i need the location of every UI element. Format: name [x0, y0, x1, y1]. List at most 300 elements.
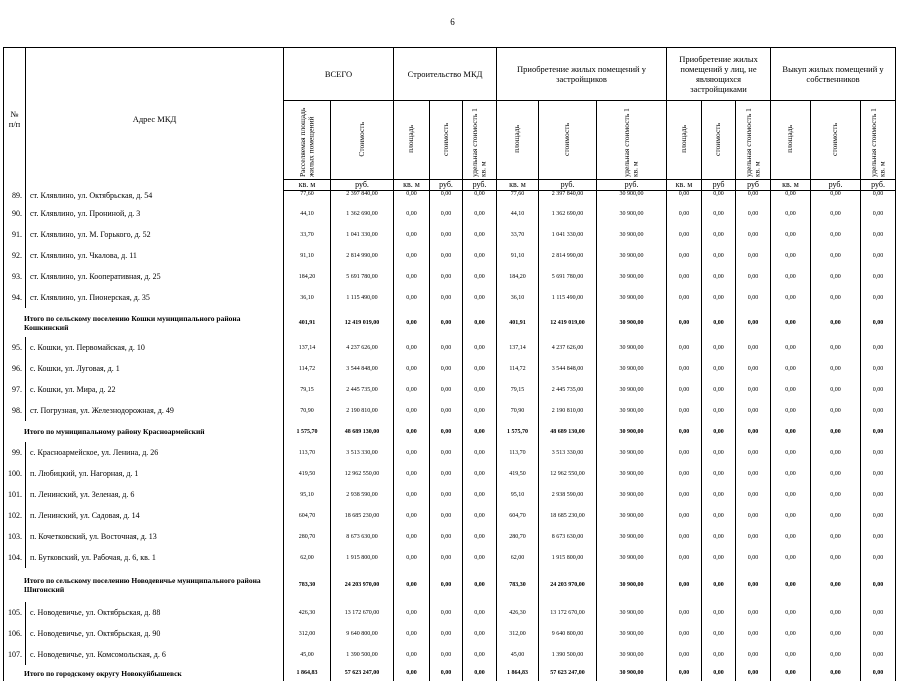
value-cell: 30 900,00: [597, 379, 667, 400]
value-cell: 0,00: [667, 484, 702, 505]
value-cell: 0,00: [463, 505, 497, 526]
value-cell: 0,00: [736, 358, 771, 379]
value-cell: 0,00: [430, 358, 463, 379]
row-number: 104.: [4, 547, 26, 568]
unit-sqm: кв. м: [771, 180, 811, 191]
row-number: 101.: [4, 484, 26, 505]
row-number: 106.: [4, 623, 26, 644]
value-cell: 0,00: [861, 463, 896, 484]
value-cell: 0,00: [771, 602, 811, 623]
header-construction-area: площадь: [394, 101, 430, 180]
header-group-developers: Приобретение жилых помещений у застройщиков: [497, 48, 667, 101]
row-number: 100.: [4, 463, 26, 484]
unit-sqm: кв. м: [667, 180, 702, 191]
value-cell: 0,00: [430, 337, 463, 358]
value-cell: 30 900,00: [597, 203, 667, 224]
value-cell: 0,00: [430, 191, 463, 204]
row-number: 89.: [4, 191, 26, 204]
value-cell: 0,00: [811, 463, 861, 484]
value-cell: 0,00: [861, 442, 896, 463]
value-cell: 0,00: [771, 379, 811, 400]
value-cell: 604,70: [497, 505, 539, 526]
value-cell: 0,00: [667, 644, 702, 665]
value-cell: 30 900,00: [597, 442, 667, 463]
value-cell: 0,00: [463, 526, 497, 547]
header-group-total: ВСЕГО: [284, 48, 394, 101]
value-cell: 184,20: [497, 266, 539, 287]
unit-rub: руб.: [597, 180, 667, 191]
value-cell: 0,00: [861, 526, 896, 547]
value-cell: 0,00: [771, 287, 811, 308]
value-cell: 44,10: [497, 203, 539, 224]
value-cell: 0,00: [394, 224, 430, 245]
value-cell: 2 814 990,00: [539, 245, 597, 266]
value-cell: 1 390 500,00: [539, 644, 597, 665]
value-cell: 44,10: [284, 203, 331, 224]
unit-rub: руб: [736, 180, 771, 191]
header-non-developers-cost: стоимость: [702, 101, 736, 180]
value-cell: 0,00: [736, 602, 771, 623]
value-cell: 24 203 970,00: [539, 568, 597, 602]
value-cell: 91,10: [497, 245, 539, 266]
value-cell: 0,00: [811, 337, 861, 358]
table-row: [4, 484, 896, 505]
value-cell: 0,00: [811, 266, 861, 287]
value-cell: 0,00: [861, 266, 896, 287]
value-cell: 0,00: [463, 400, 497, 421]
unit-rub: руб.: [539, 180, 597, 191]
header-developers-area: площадь: [497, 101, 539, 180]
value-cell: 0,00: [667, 224, 702, 245]
header-developers-unit-cost: удельная стоимость 1 кв. м: [597, 101, 667, 180]
value-cell: 0,00: [702, 191, 736, 204]
row-address: п. Ленинский, ул. Садовая, д. 14: [26, 505, 284, 526]
value-cell: 0,00: [394, 191, 430, 204]
value-cell: 30 900,00: [597, 245, 667, 266]
header-group-owners: Выкуп жилых помещений у собственников: [771, 48, 896, 101]
row-address: с. Красноармейское, ул. Ленина, д. 26: [26, 442, 284, 463]
table-row: [4, 623, 896, 644]
value-cell: 0,00: [702, 442, 736, 463]
header-construction-unit-cost: удельная стоимость 1 кв. м: [463, 101, 497, 180]
table-row: [4, 400, 896, 421]
value-cell: 0,00: [861, 484, 896, 505]
table-row: [4, 526, 896, 547]
value-cell: 30 900,00: [597, 421, 667, 442]
value-cell: 0,00: [771, 484, 811, 505]
value-cell: 0,00: [771, 224, 811, 245]
value-cell: 0,00: [811, 191, 861, 204]
value-cell: 0,00: [667, 463, 702, 484]
row-address: ст. Погрузная, ул. Железнодорожная, д. 49: [26, 400, 284, 421]
value-cell: 280,70: [284, 526, 331, 547]
table-row: [4, 547, 896, 568]
value-cell: 0,00: [702, 602, 736, 623]
value-cell: 0,00: [667, 547, 702, 568]
value-cell: 48 689 130,00: [539, 421, 597, 442]
value-cell: 0,00: [811, 505, 861, 526]
value-cell: 0,00: [394, 308, 430, 337]
value-cell: 0,00: [430, 203, 463, 224]
value-cell: 30 900,00: [597, 505, 667, 526]
value-cell: 5 691 780,00: [539, 266, 597, 287]
value-cell: 0,00: [463, 287, 497, 308]
row-number: 90.: [4, 203, 26, 224]
value-cell: 0,00: [736, 463, 771, 484]
row-address: ст. Клявлино, ул. Пионерская, д. 35: [26, 287, 284, 308]
value-cell: 12 419 019,00: [539, 308, 597, 337]
row-address: п. Кочетковский, ул. Восточная, д. 13: [26, 526, 284, 547]
header-construction-cost: стоимость: [430, 101, 463, 180]
value-cell: 0,00: [667, 245, 702, 266]
value-cell: 0,00: [394, 665, 430, 681]
value-cell: 0,00: [736, 203, 771, 224]
header-group-construction: Строительство МКД: [394, 48, 497, 101]
value-cell: 0,00: [861, 337, 896, 358]
value-cell: 137,14: [284, 337, 331, 358]
value-cell: 0,00: [861, 203, 896, 224]
value-cell: 36,10: [284, 287, 331, 308]
header-address: Адрес МКД: [26, 48, 284, 191]
value-cell: 0,00: [430, 400, 463, 421]
value-cell: 0,00: [861, 224, 896, 245]
value-cell: 0,00: [667, 665, 702, 681]
value-cell: 0,00: [702, 245, 736, 266]
value-cell: 0,00: [463, 421, 497, 442]
value-cell: 0,00: [463, 308, 497, 337]
value-cell: 0,00: [811, 203, 861, 224]
row-number: 97.: [4, 379, 26, 400]
value-cell: 0,00: [430, 505, 463, 526]
value-cell: 0,00: [736, 644, 771, 665]
value-cell: 0,00: [463, 266, 497, 287]
row-address: ст. Клявлино, ул. Чкалова, д. 11: [26, 245, 284, 266]
value-cell: 0,00: [861, 379, 896, 400]
value-cell: 0,00: [736, 547, 771, 568]
value-cell: 1 362 690,00: [539, 203, 597, 224]
value-cell: 1 915 800,00: [331, 547, 394, 568]
value-cell: 0,00: [394, 379, 430, 400]
unit-rub: руб.: [463, 180, 497, 191]
value-cell: 0,00: [667, 400, 702, 421]
value-cell: 0,00: [463, 358, 497, 379]
value-cell: 113,70: [284, 442, 331, 463]
value-cell: 30 900,00: [597, 337, 667, 358]
value-cell: 12 419 019,00: [331, 308, 394, 337]
value-cell: 9 640 800,00: [539, 623, 597, 644]
value-cell: 30 900,00: [597, 266, 667, 287]
header-group-non-developers: Приобретение жилых помещений у лиц, не являющихся застройщиками: [667, 48, 771, 101]
value-cell: 3 544 848,00: [331, 358, 394, 379]
value-cell: 0,00: [771, 400, 811, 421]
value-cell: 77,60: [497, 191, 539, 204]
value-cell: 280,70: [497, 526, 539, 547]
value-cell: 184,20: [284, 266, 331, 287]
value-cell: 419,50: [497, 463, 539, 484]
value-cell: 2 190 810,00: [331, 400, 394, 421]
row-address: с. Новодевичье, ул. Октябрьская, д. 90: [26, 623, 284, 644]
value-cell: 0,00: [430, 547, 463, 568]
value-cell: 0,00: [667, 191, 702, 204]
value-cell: 1 041 330,00: [539, 224, 597, 245]
value-cell: 30 900,00: [597, 526, 667, 547]
value-cell: 33,70: [284, 224, 331, 245]
value-cell: 2 397 840,00: [539, 191, 597, 204]
header-owners-unit-cost: удельная стоимость 1 кв. м: [861, 101, 896, 180]
row-number: 91.: [4, 224, 26, 245]
value-cell: 30 900,00: [597, 665, 667, 681]
value-cell: 3 544 848,00: [539, 358, 597, 379]
value-cell: 30 900,00: [597, 623, 667, 644]
value-cell: 1 041 330,00: [331, 224, 394, 245]
value-cell: 0,00: [430, 665, 463, 681]
value-cell: 2 938 590,00: [331, 484, 394, 505]
value-cell: 0,00: [771, 526, 811, 547]
value-cell: 0,00: [463, 379, 497, 400]
value-cell: 0,00: [736, 400, 771, 421]
value-cell: 0,00: [430, 379, 463, 400]
value-cell: 1 575,70: [497, 421, 539, 442]
value-cell: 0,00: [736, 191, 771, 204]
value-cell: 79,15: [497, 379, 539, 400]
value-cell: 0,00: [736, 287, 771, 308]
value-cell: 12 962 550,00: [331, 463, 394, 484]
value-cell: 0,00: [430, 526, 463, 547]
value-cell: 0,00: [430, 308, 463, 337]
table-row: [4, 337, 896, 358]
row-address: с. Новодевичье, ул. Комсомольская, д. 6: [26, 644, 284, 665]
value-cell: 114,72: [497, 358, 539, 379]
value-cell: 0,00: [702, 644, 736, 665]
value-cell: 0,00: [463, 463, 497, 484]
value-cell: 0,00: [811, 484, 861, 505]
unit-rub: руб.: [430, 180, 463, 191]
unit-sqm: кв. м: [284, 180, 331, 191]
table-row: [4, 287, 896, 308]
value-cell: 0,00: [811, 421, 861, 442]
row-number: 93.: [4, 266, 26, 287]
value-cell: 0,00: [771, 644, 811, 665]
value-cell: 0,00: [394, 568, 430, 602]
value-cell: 0,00: [771, 623, 811, 644]
value-cell: 0,00: [861, 245, 896, 266]
value-cell: 0,00: [736, 245, 771, 266]
value-cell: 8 673 630,00: [331, 526, 394, 547]
value-cell: 13 172 670,00: [539, 602, 597, 623]
table-row: [4, 266, 896, 287]
value-cell: 0,00: [736, 442, 771, 463]
value-cell: 0,00: [667, 568, 702, 602]
table-row: [4, 379, 896, 400]
value-cell: 0,00: [667, 308, 702, 337]
total-row: [4, 421, 896, 442]
value-cell: 0,00: [861, 287, 896, 308]
value-cell: 0,00: [702, 224, 736, 245]
value-cell: 45,00: [284, 644, 331, 665]
value-cell: 0,00: [811, 568, 861, 602]
value-cell: 95,10: [497, 484, 539, 505]
total-label: Итого по сельскому поселению Кошки муниципального района Кошкинский: [4, 308, 284, 337]
value-cell: 0,00: [811, 547, 861, 568]
row-address: ст. Клявлино, ул. М. Горького, д. 52: [26, 224, 284, 245]
total-row: [4, 308, 896, 337]
value-cell: 70,90: [284, 400, 331, 421]
unit-sqm: кв. м: [497, 180, 539, 191]
header-non-developers-unit-cost: удельная стоимость 1 кв. м: [736, 101, 771, 180]
value-cell: 0,00: [861, 547, 896, 568]
value-cell: 0,00: [771, 547, 811, 568]
unit-rub: руб.: [331, 180, 394, 191]
value-cell: 0,00: [702, 421, 736, 442]
value-cell: 1 115 490,00: [331, 287, 394, 308]
value-cell: 0,00: [430, 568, 463, 602]
value-cell: 0,00: [463, 484, 497, 505]
value-cell: 0,00: [771, 358, 811, 379]
row-address: ст. Клявлино, ул. Прониной, д. 3: [26, 203, 284, 224]
value-cell: 0,00: [736, 623, 771, 644]
value-cell: 0,00: [811, 358, 861, 379]
value-cell: 0,00: [702, 337, 736, 358]
value-cell: 36,10: [497, 287, 539, 308]
value-cell: 0,00: [430, 602, 463, 623]
value-cell: 30 900,00: [597, 602, 667, 623]
value-cell: 0,00: [736, 266, 771, 287]
value-cell: 137,14: [497, 337, 539, 358]
header-npp: № п/п: [4, 48, 26, 191]
value-cell: 4 237 626,00: [539, 337, 597, 358]
value-cell: 0,00: [736, 224, 771, 245]
value-cell: 419,50: [284, 463, 331, 484]
value-cell: 0,00: [861, 665, 896, 681]
value-cell: 0,00: [861, 191, 896, 204]
row-number: 103.: [4, 526, 26, 547]
row-number: 94.: [4, 287, 26, 308]
value-cell: 8 673 630,00: [539, 526, 597, 547]
value-cell: 0,00: [667, 379, 702, 400]
value-cell: 0,00: [861, 505, 896, 526]
value-cell: 0,00: [771, 308, 811, 337]
value-cell: 0,00: [771, 505, 811, 526]
row-number: 98.: [4, 400, 26, 421]
value-cell: 0,00: [702, 463, 736, 484]
value-cell: 5 691 780,00: [331, 266, 394, 287]
value-cell: 3 513 330,00: [331, 442, 394, 463]
value-cell: 1 864,83: [497, 665, 539, 681]
value-cell: 0,00: [463, 224, 497, 245]
value-cell: 0,00: [394, 203, 430, 224]
value-cell: 401,91: [497, 308, 539, 337]
value-cell: 0,00: [811, 623, 861, 644]
value-cell: 0,00: [702, 623, 736, 644]
row-address: ст. Клявлино, ул. Кооперативная, д. 25: [26, 266, 284, 287]
value-cell: 0,00: [463, 203, 497, 224]
value-cell: 0,00: [702, 526, 736, 547]
value-cell: 0,00: [430, 623, 463, 644]
value-cell: 426,30: [497, 602, 539, 623]
unit-rub: руб: [702, 180, 736, 191]
value-cell: 0,00: [667, 602, 702, 623]
value-cell: 0,00: [736, 421, 771, 442]
table-row: [4, 191, 896, 204]
value-cell: 0,00: [394, 337, 430, 358]
table-row: [4, 224, 896, 245]
row-address: п. Бутковский, ул. Рабочая, д. 6, кв. 1: [26, 547, 284, 568]
value-cell: 24 203 970,00: [331, 568, 394, 602]
value-cell: 0,00: [463, 191, 497, 204]
value-cell: 0,00: [771, 463, 811, 484]
value-cell: 0,00: [667, 266, 702, 287]
value-cell: 0,00: [771, 568, 811, 602]
page-number: 6: [0, 17, 905, 27]
value-cell: 2 938 590,00: [539, 484, 597, 505]
value-cell: 114,72: [284, 358, 331, 379]
row-address: с. Кошки, ул. Первомайская, д. 10: [26, 337, 284, 358]
header-developers-cost: стоимость: [539, 101, 597, 180]
row-number: 96.: [4, 358, 26, 379]
value-cell: 783,30: [497, 568, 539, 602]
value-cell: 2 397 840,00: [331, 191, 394, 204]
value-cell: 0,00: [771, 203, 811, 224]
value-cell: 62,00: [284, 547, 331, 568]
value-cell: 0,00: [861, 568, 896, 602]
value-cell: 0,00: [463, 245, 497, 266]
value-cell: 0,00: [667, 623, 702, 644]
table-row: [4, 358, 896, 379]
value-cell: 0,00: [811, 442, 861, 463]
value-cell: 0,00: [394, 421, 430, 442]
value-cell: 30 900,00: [597, 644, 667, 665]
value-cell: 0,00: [771, 245, 811, 266]
value-cell: 0,00: [736, 526, 771, 547]
value-cell: 0,00: [736, 337, 771, 358]
row-address: п. Ленинский, ул. Зеленая, д. 6: [26, 484, 284, 505]
value-cell: 30 900,00: [597, 287, 667, 308]
value-cell: 18 685 230,00: [331, 505, 394, 526]
value-cell: 0,00: [811, 308, 861, 337]
value-cell: 0,00: [394, 245, 430, 266]
value-cell: 0,00: [702, 400, 736, 421]
value-cell: 0,00: [702, 379, 736, 400]
value-cell: 0,00: [463, 442, 497, 463]
value-cell: 0,00: [394, 547, 430, 568]
value-cell: 30 900,00: [597, 224, 667, 245]
value-cell: 30 900,00: [597, 463, 667, 484]
table-body: [4, 191, 896, 681]
value-cell: 45,00: [497, 644, 539, 665]
row-address: с. Новодевичье, ул. Октябрьская, д. 88: [26, 602, 284, 623]
value-cell: 33,70: [497, 224, 539, 245]
table-row: [4, 602, 896, 623]
row-number: 99.: [4, 442, 26, 463]
value-cell: 113,70: [497, 442, 539, 463]
value-cell: 13 172 670,00: [331, 602, 394, 623]
value-cell: 0,00: [394, 644, 430, 665]
value-cell: 0,00: [702, 665, 736, 681]
value-cell: 2 190 810,00: [539, 400, 597, 421]
table-row: [4, 463, 896, 484]
value-cell: 0,00: [736, 379, 771, 400]
value-cell: 0,00: [702, 505, 736, 526]
total-label: Итого по городскому округу Новокуйбышевск: [4, 665, 284, 681]
value-cell: 604,70: [284, 505, 331, 526]
value-cell: 0,00: [430, 245, 463, 266]
value-cell: 0,00: [463, 665, 497, 681]
value-cell: 0,00: [702, 308, 736, 337]
value-cell: 0,00: [394, 602, 430, 623]
value-cell: 0,00: [702, 568, 736, 602]
value-cell: 30 900,00: [597, 484, 667, 505]
value-cell: 0,00: [811, 526, 861, 547]
